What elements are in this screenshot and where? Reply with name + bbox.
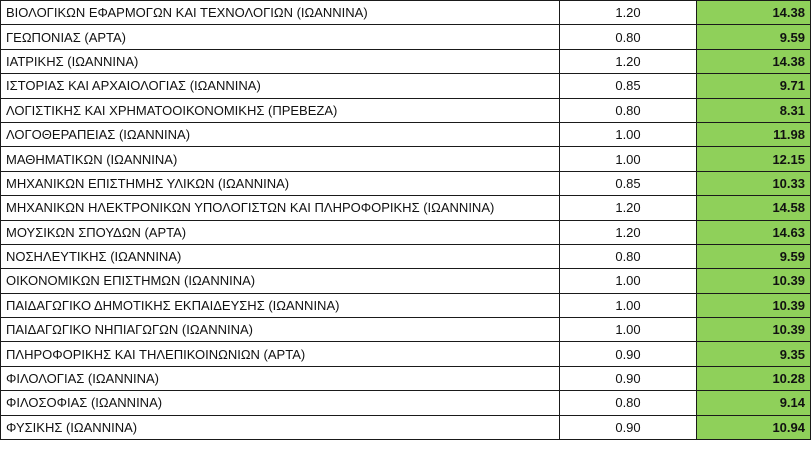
table-row [1,171,811,195]
coefficient-cell: 0.85 [560,74,697,98]
coefficient-cell: 0.90 [560,342,697,366]
score-cell: 11.98 [697,122,811,146]
department-name-cell: ΜΑΘΗΜΑΤΙΚΩΝ (ΙΩΑΝΝΙΝΑ) [1,147,560,171]
table-row [1,391,811,415]
department-name-cell: ΛΟΓΟΘΕΡΑΠΕΙΑΣ (ΙΩΑΝΝΙΝΑ) [1,122,560,146]
coefficient-cell: 1.00 [560,293,697,317]
department-name-cell: ΙΑΤΡΙΚΗΣ (ΙΩΑΝΝΙΝΑ) [1,49,560,73]
department-name-cell: ΠΛΗΡΟΦΟΡΙΚΗΣ ΚΑΙ ΤΗΛΕΠΙΚΟΙΝΩΝΙΩΝ (ΑΡΤΑ) [1,342,560,366]
department-name-cell: ΙΣΤΟΡΙΑΣ ΚΑΙ ΑΡΧΑΙΟΛΟΓΙΑΣ (ΙΩΑΝΝΙΝΑ) [1,74,560,98]
department-name-cell: ΠΑΙΔΑΓΩΓΙΚΟ ΔΗΜΟΤΙΚΗΣ ΕΚΠΑΙΔΕΥΣΗΣ (ΙΩΑΝΝΙΝΑ) [1,293,560,317]
coefficient-cell: 1.20 [560,49,697,73]
coefficient-cell: 0.80 [560,391,697,415]
coefficient-cell: 1.20 [560,220,697,244]
score-cell: 10.94 [697,415,811,439]
score-cell: 10.39 [697,269,811,293]
score-cell: 10.33 [697,171,811,195]
score-cell: 10.39 [697,318,811,342]
table-row [1,366,811,390]
coefficient-cell: 1.20 [560,196,697,220]
coefficient-cell: 1.00 [560,318,697,342]
score-cell: 9.14 [697,391,811,415]
table-body [1,1,811,440]
department-name-cell: ΜΗΧΑΝΙΚΩΝ ΕΠΙΣΤΗΜΗΣ ΥΛΙΚΩΝ (ΙΩΑΝΝΙΝΑ) [1,171,560,195]
table-row [1,196,811,220]
score-cell: 14.58 [697,196,811,220]
coefficient-cell: 0.85 [560,171,697,195]
coefficient-cell: 1.20 [560,1,697,25]
score-cell: 10.39 [697,293,811,317]
department-name-cell: ΦΥΣΙΚΗΣ (ΙΩΑΝΝΙΝΑ) [1,415,560,439]
department-name-cell: ΜΟΥΣΙΚΩΝ ΣΠΟΥΔΩΝ (ΑΡΤΑ) [1,220,560,244]
score-cell: 8.31 [697,98,811,122]
score-cell: 9.59 [697,244,811,268]
table-row [1,244,811,268]
table-row [1,293,811,317]
coefficient-cell: 0.90 [560,366,697,390]
table-row [1,269,811,293]
score-cell: 14.38 [697,49,811,73]
department-name-cell: ΟΙΚΟΝΟΜΙΚΩΝ ΕΠΙΣΤΗΜΩΝ (ΙΩΑΝΝΙΝΑ) [1,269,560,293]
table-row [1,25,811,49]
coefficient-cell: 1.00 [560,122,697,146]
department-name-cell: ΝΟΣΗΛΕΥΤΙΚΗΣ (ΙΩΑΝΝΙΝΑ) [1,244,560,268]
coefficient-cell: 0.90 [560,415,697,439]
score-cell: 9.59 [697,25,811,49]
coefficient-cell: 0.80 [560,25,697,49]
table-row [1,415,811,439]
score-cell: 9.35 [697,342,811,366]
table-row [1,220,811,244]
department-name-cell: ΠΑΙΔΑΓΩΓΙΚΟ ΝΗΠΙΑΓΩΓΩΝ (ΙΩΑΝΝΙΝΑ) [1,318,560,342]
score-cell: 9.71 [697,74,811,98]
score-cell: 14.38 [697,1,811,25]
table-row [1,98,811,122]
department-name-cell: ΦΙΛΟΣΟΦΙΑΣ (ΙΩΑΝΝΙΝΑ) [1,391,560,415]
table-row [1,74,811,98]
coefficient-cell: 1.00 [560,147,697,171]
score-cell: 14.63 [697,220,811,244]
score-cell: 12.15 [697,147,811,171]
coefficient-cell: 0.80 [560,244,697,268]
table-row [1,147,811,171]
department-name-cell: ΛΟΓΙΣΤΙΚΗΣ ΚΑΙ ΧΡΗΜΑΤΟΟΙΚΟΝΟΜΙΚΗΣ (ΠΡΕΒΕΖΑ) [1,98,560,122]
table-row [1,1,811,25]
table-row [1,342,811,366]
table-row [1,318,811,342]
department-name-cell: ΓΕΩΠΟΝΙΑΣ (ΑΡΤΑ) [1,25,560,49]
table-row [1,122,811,146]
department-name-cell: ΒΙΟΛΟΓΙΚΩΝ ΕΦΑΡΜΟΓΩΝ ΚΑΙ ΤΕΧΝΟΛΟΓΙΩΝ (ΙΩΑΝΝΙΝΑ) [1,1,560,25]
coefficient-cell: 0.80 [560,98,697,122]
score-cell: 10.28 [697,366,811,390]
department-name-cell: ΦΙΛΟΛΟΓΙΑΣ (ΙΩΑΝΝΙΝΑ) [1,366,560,390]
department-name-cell: ΜΗΧΑΝΙΚΩΝ ΗΛΕΚΤΡΟΝΙΚΩΝ ΥΠΟΛΟΓΙΣΤΩΝ ΚΑΙ ΠΛΗΡΟΦΟΡΙΚΗΣ (ΙΩΑΝΝΙΝΑ) [1,196,560,220]
table-row [1,49,811,73]
coefficient-cell: 1.00 [560,269,697,293]
